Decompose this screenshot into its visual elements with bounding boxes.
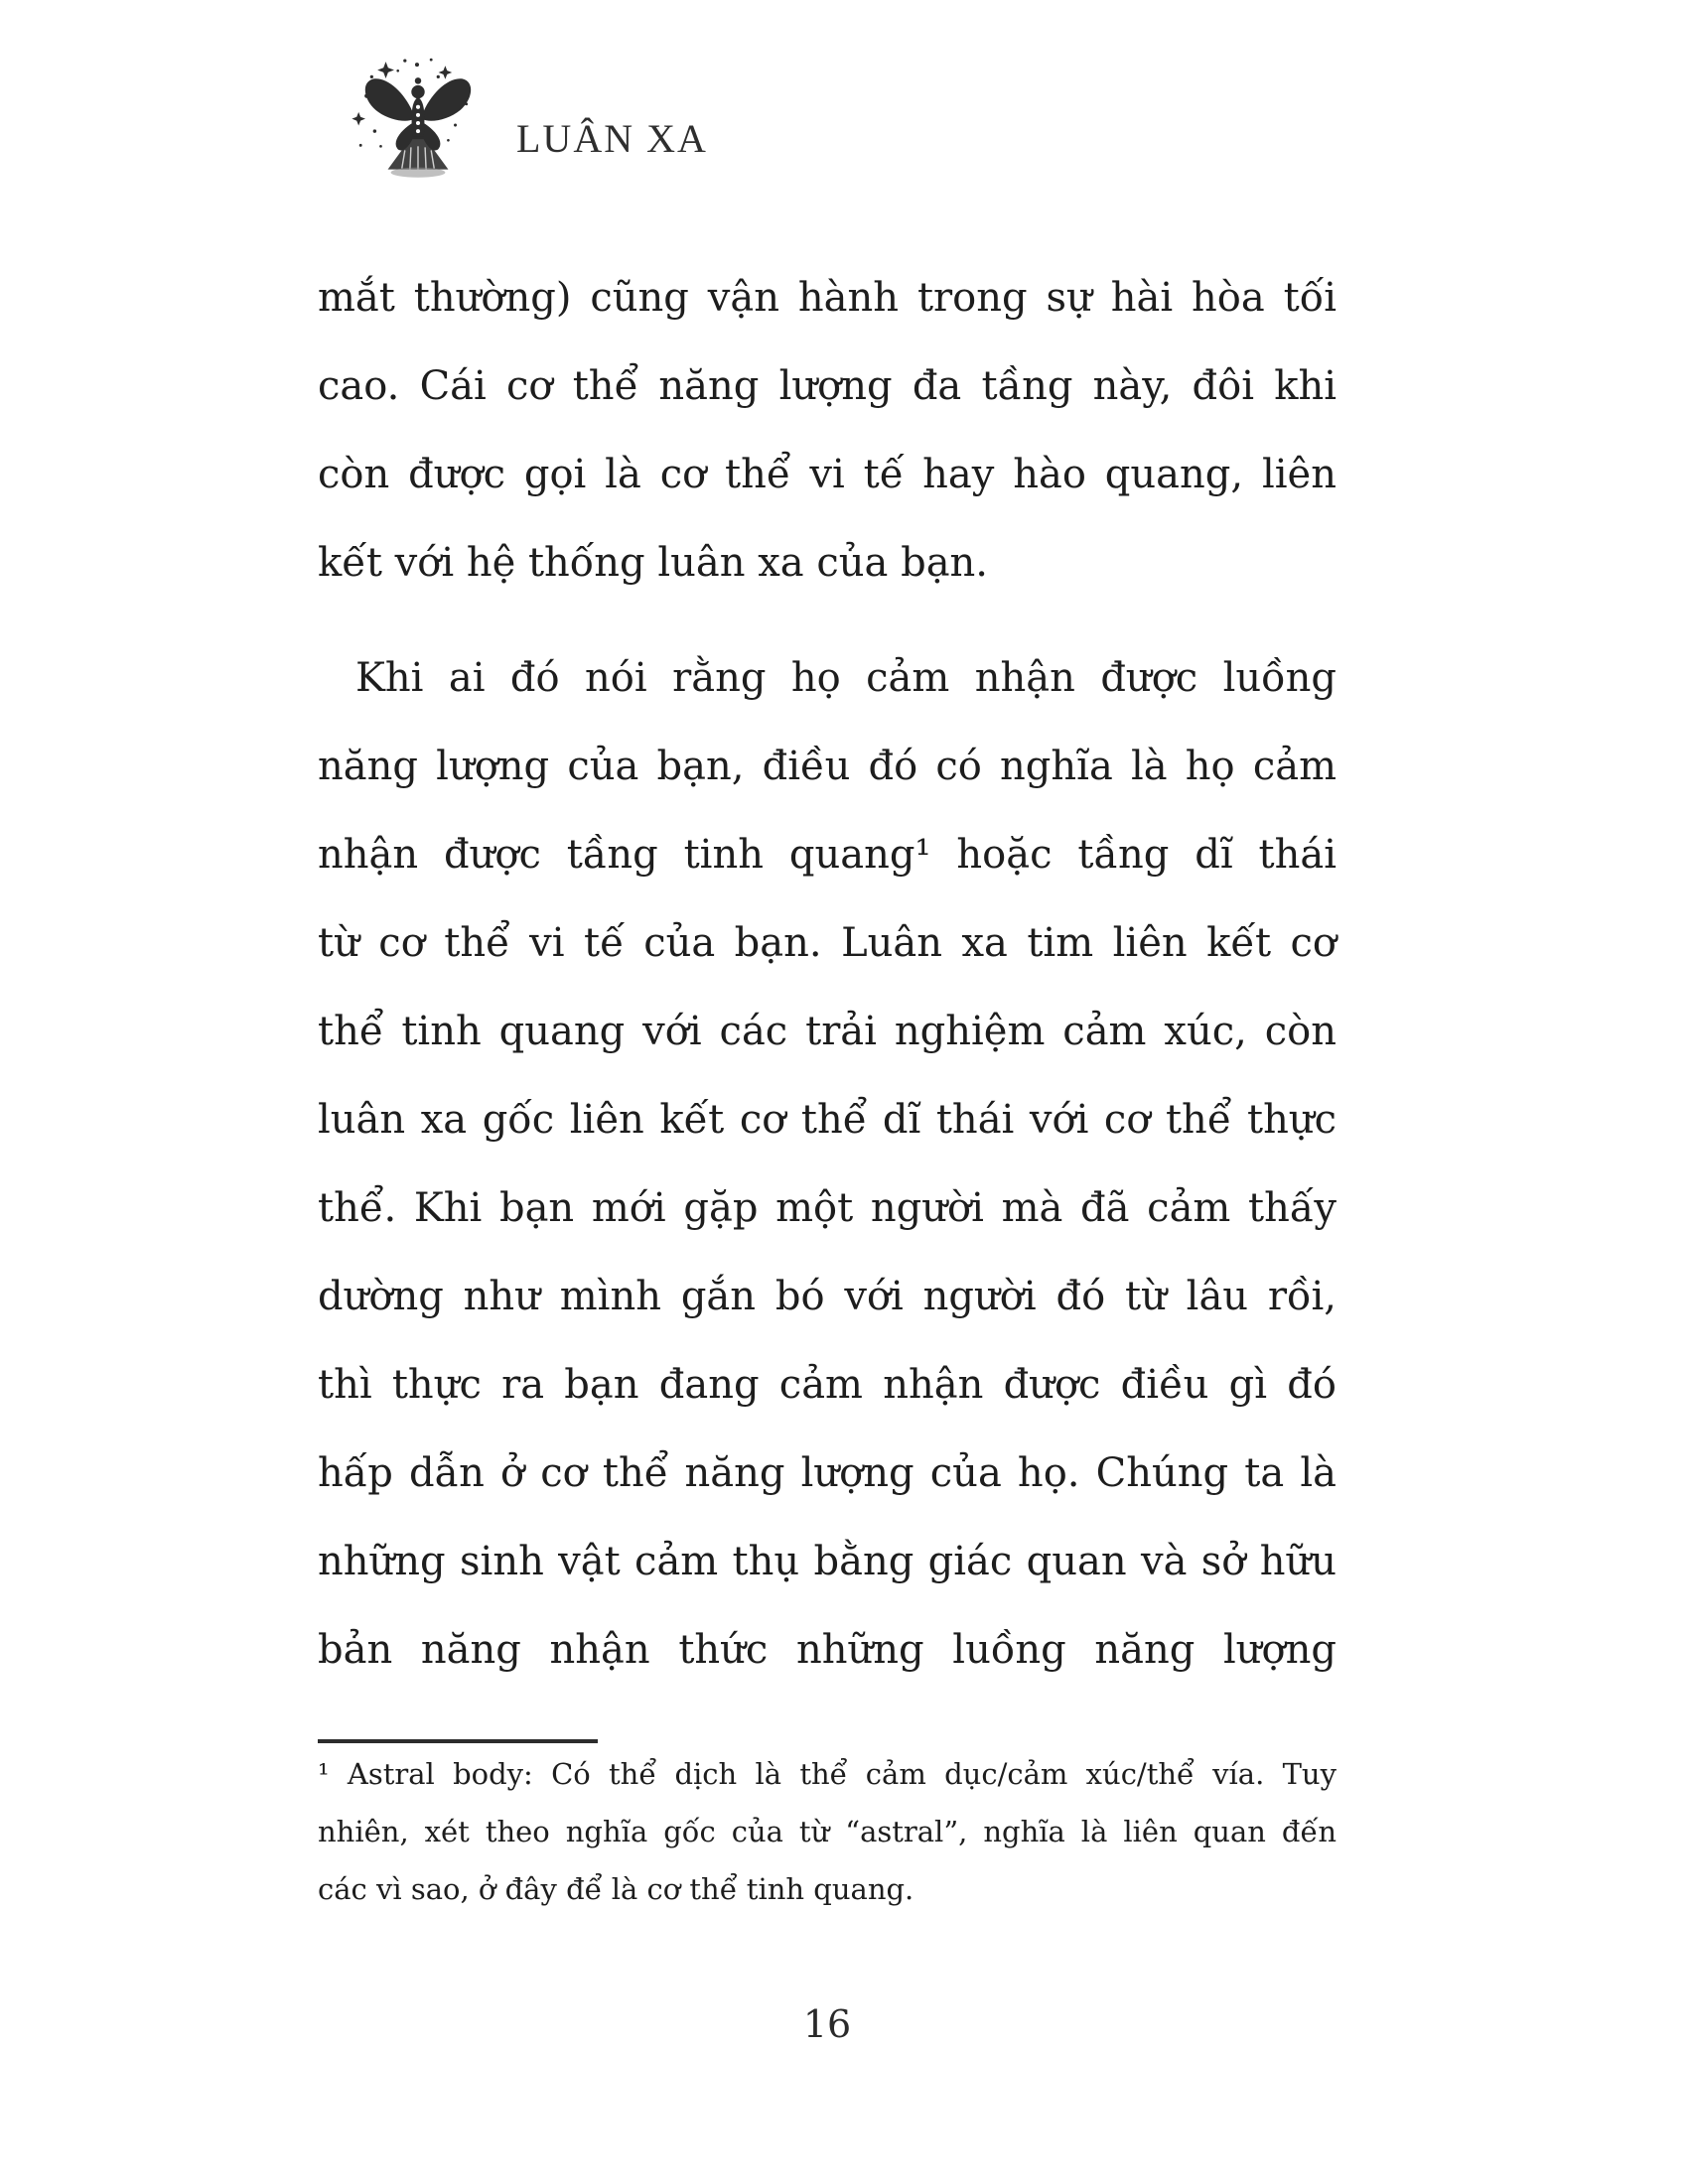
body-line: những sinh vật cảm thụ bằng giác quan và sở hữu <box>318 1539 1336 1584</box>
body-line: Khi ai đó nói rằng họ cảm nhận được luồng <box>355 655 1336 701</box>
body-line: bản năng nhận thức những luồng năng lượng <box>318 1627 1336 1673</box>
body-line: thể tinh quang với các trải nghiệm cảm xúc, còn <box>318 1009 1336 1054</box>
body-line: từ cơ thể vi tế của bạn. Luân xa tim liên kết cơ <box>318 920 1336 966</box>
body-line: năng lượng của bạn, điều đó có nghĩa là họ cảm <box>318 744 1336 789</box>
body-line: mắt thường) cũng vận hành trong sự hài hòa tối <box>318 275 1336 321</box>
footnote-line: nhiên, xét theo nghĩa gốc của từ “astral”, nghĩa là liên quan đến <box>318 1815 1336 1848</box>
body-text-column <box>318 254 1336 1695</box>
footnote-line: các vì sao, ở đây để là cơ thể tinh quang. <box>318 1872 914 1906</box>
body-line: thể. Khi bạn mới gặp một người mà đã cảm thấy <box>318 1185 1336 1231</box>
body-line: hấp dẫn ở cơ thể năng lượng của họ. Chúng ta là <box>318 1450 1336 1496</box>
body-line: thì thực ra bạn đang cảm nhận được điều gì đó <box>318 1362 1336 1408</box>
footnote-line: ¹ Astral body: Có thể dịch là thể cảm dục/cảm xúc/thể vía. Tuy <box>318 1757 1336 1791</box>
meditator-butterfly-logo-icon <box>348 52 489 193</box>
body-line: luân xa gốc liên kết cơ thể dĩ thái với cơ thể thực <box>318 1097 1336 1143</box>
body-line: cao. Cái cơ thể năng lượng đa tầng này, đôi khi <box>318 363 1336 409</box>
book-title: LUÂN XA <box>516 116 708 161</box>
paragraph <box>318 634 1336 1695</box>
body-line: kết với hệ thống luân xa của bạn. <box>318 540 989 586</box>
body-line: dường như mình gắn bó với người đó từ lâu rồi, <box>318 1274 1336 1319</box>
body-line: còn được gọi là cơ thể vi tế hay hào quang, liên <box>318 452 1336 497</box>
paragraph <box>318 254 1336 608</box>
body-line: nhận được tầng tinh quang¹ hoặc tầng dĩ thái <box>318 832 1336 878</box>
page-number: 16 <box>802 2002 852 2046</box>
footnote-separator <box>318 1739 598 1743</box>
footnote <box>318 1745 1336 1918</box>
